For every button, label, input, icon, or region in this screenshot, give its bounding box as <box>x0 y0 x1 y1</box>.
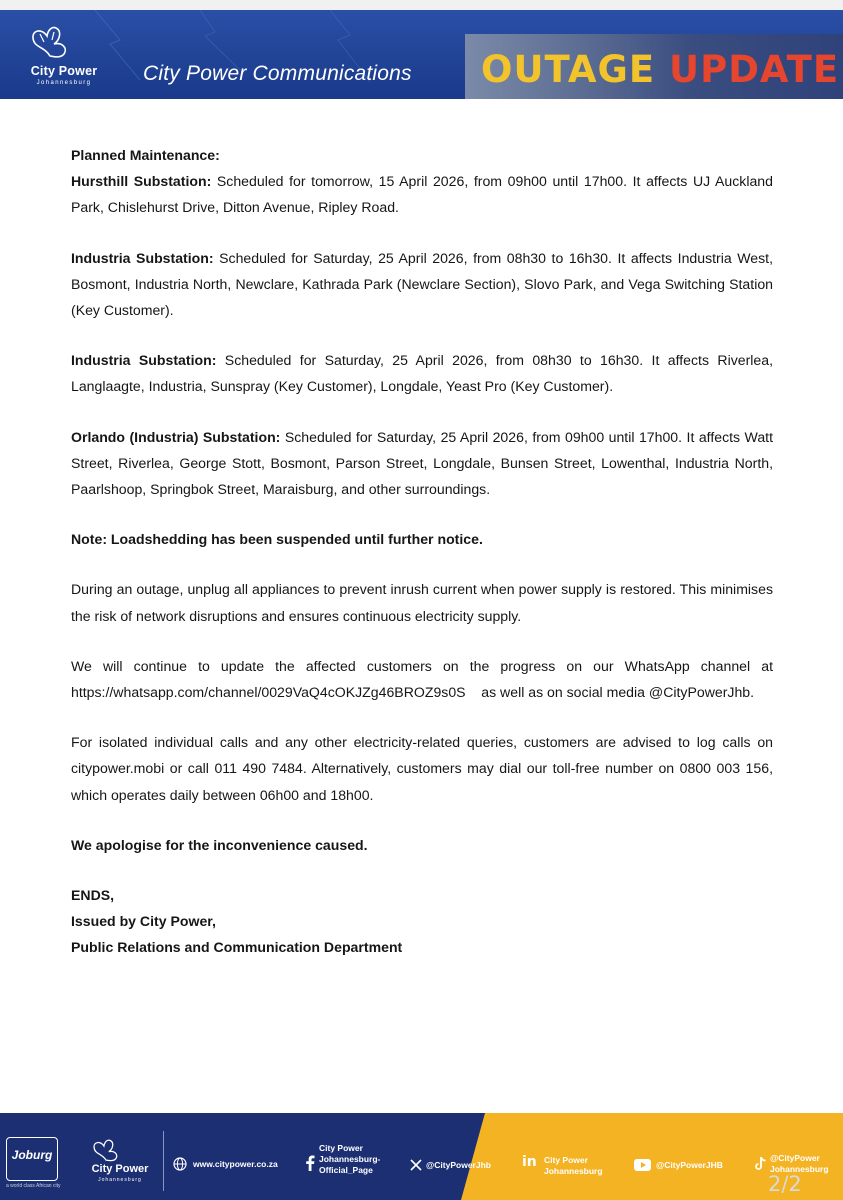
substation-name: Industria Substation: <box>71 352 217 369</box>
header-bar <box>0 10 843 99</box>
substation-name: Hursthill Substation: <box>71 173 212 190</box>
joburg-logo <box>6 1137 58 1181</box>
whatsapp-channel-link[interactable]: https://whatsapp.com/channel/0029VaQ4cOKJZg46BROZ9s0S <box>71 684 466 701</box>
substation-name: Industria Substation: <box>71 249 214 266</box>
facebook-icon <box>305 1155 315 1171</box>
substation-name: Orlando (Industria) Substation: <box>71 428 281 445</box>
youtube-icon <box>634 1159 651 1171</box>
outage-update-banner <box>465 34 843 99</box>
footer-logo-name: City Power <box>91 1163 149 1175</box>
footer-linkedin[interactable] <box>522 1155 612 1177</box>
linkedin-icon: in <box>522 1154 537 1170</box>
joburg-tagline: a world class African city <box>6 1183 61 1189</box>
x-twitter-icon <box>410 1159 422 1171</box>
footer-tiktok-line2: Johannesburg <box>770 1164 829 1174</box>
update-intro: We will continue to update the affected customers on the progress on our WhatsApp channel at <box>71 657 773 674</box>
update-outro: as well as on social media @CityPowerJhb. <box>481 684 755 701</box>
footer-facebook-line3: Official_Page <box>319 1165 373 1175</box>
footer-linkedin-line1: City Power <box>544 1155 588 1165</box>
maintenance-entry <box>71 168 773 220</box>
city-power-butterfly-icon <box>92 1139 120 1163</box>
header-title: City Power Communications <box>143 62 412 85</box>
tiktok-icon <box>754 1157 766 1171</box>
logo-subtitle: Johannesburg <box>36 80 92 86</box>
maintenance-details: Scheduled for Saturday, 25 April 2026, from 08h30 to 16h30. It affects Riverlea, Langlaagte, Industria, Sunspray (Key Customer), Longdale, Yeast Pro (Key Customer). <box>71 352 774 395</box>
outage-advice: During an outage, unplug all appliances to prevent inrush current when power supply is restored. This minimises the risk of network disruptions and ensures continuous electricity supply. <box>71 581 773 624</box>
footer-facebook-line2: Johannesburg- <box>319 1154 381 1164</box>
footer-x-handle: @CityPowerJhb <box>426 1160 491 1170</box>
footer-bar <box>0 1113 843 1200</box>
footer-x[interactable] <box>410 1159 510 1173</box>
header-top-strip <box>0 0 843 10</box>
calls-paragraph: For isolated individual calls and any other electricity-related queries, customers are advised to log calls on citypower.mobi or call 011 490 7484. Alternatively, customers may dial our toll-free number on 0800 003 156, which operates daily between 06h00 and 18h00. <box>71 734 773 803</box>
footer-youtube-handle: @CityPowerJHB <box>656 1160 723 1170</box>
footer-website[interactable] <box>173 1157 293 1173</box>
footer-tiktok-line1: @CityPower <box>770 1153 820 1163</box>
banner-word-update: UPDATE <box>669 48 840 91</box>
section-heading: Planned Maintenance: <box>71 147 220 163</box>
update-paragraph <box>71 653 773 705</box>
maintenance-entry <box>71 347 773 399</box>
footer-facebook-line1: City Power <box>319 1143 363 1153</box>
footer-logo-subtitle: Johannesburg <box>98 1177 142 1183</box>
page-number: 2/2 <box>768 1172 802 1196</box>
footer-website-text: www.citypower.co.za <box>193 1159 278 1169</box>
maintenance-details: Scheduled for Saturday, 25 April 2026, from 09h00 until 17h00. It affects Watt Street, Riverlea, George Stott, Bosmont, Parson Street, Longdale, Bunsen Street, Lowenthal, Industria North, Paarlshoop, Springbok Street, Maraisburg, and other surroundings. <box>71 428 773 498</box>
press-release-body <box>71 142 773 961</box>
city-power-butterfly-icon <box>30 26 70 60</box>
loadshedding-note: Note: Loadshedding has been suspended until further notice. <box>71 531 483 548</box>
apology: We apologise for the inconvenience caused. <box>71 836 368 853</box>
footer-city-power-logo <box>80 1139 160 1189</box>
footer-diagonal <box>455 1113 515 1200</box>
joburg-logo-text: Joburg <box>11 1148 53 1162</box>
maintenance-details: Scheduled for tomorrow, 15 April 2026, from 09h00 until 17h00. It affects UJ Auckland Park, Chislehurst Drive, Ditton Avenue, Ripley Road. <box>71 173 773 216</box>
ends-label: ENDS, <box>71 887 115 904</box>
maintenance-details: Scheduled for Saturday, 25 April 2026, from 08h30 to 16h30. It affects Industria West, Bosmont, Industria North, Newclare, Kathrada Park (Newclare Section), Slovo Park, and Vega Switching Station (Key Customer). <box>71 249 774 319</box>
footer-youtube[interactable] <box>634 1159 734 1173</box>
globe-icon <box>173 1157 187 1171</box>
city-power-logo <box>14 26 114 98</box>
footer-divider <box>163 1131 164 1191</box>
department: Public Relations and Communication Department <box>71 939 403 956</box>
maintenance-entry <box>71 245 773 324</box>
logo-name: City Power <box>30 64 98 78</box>
banner-word-outage: OUTAGE <box>481 48 656 91</box>
footer-facebook[interactable] <box>305 1143 405 1193</box>
footer-linkedin-line2: Johannesburg <box>544 1166 603 1176</box>
issued-by: Issued by City Power, <box>71 913 216 930</box>
maintenance-entry <box>71 424 773 503</box>
